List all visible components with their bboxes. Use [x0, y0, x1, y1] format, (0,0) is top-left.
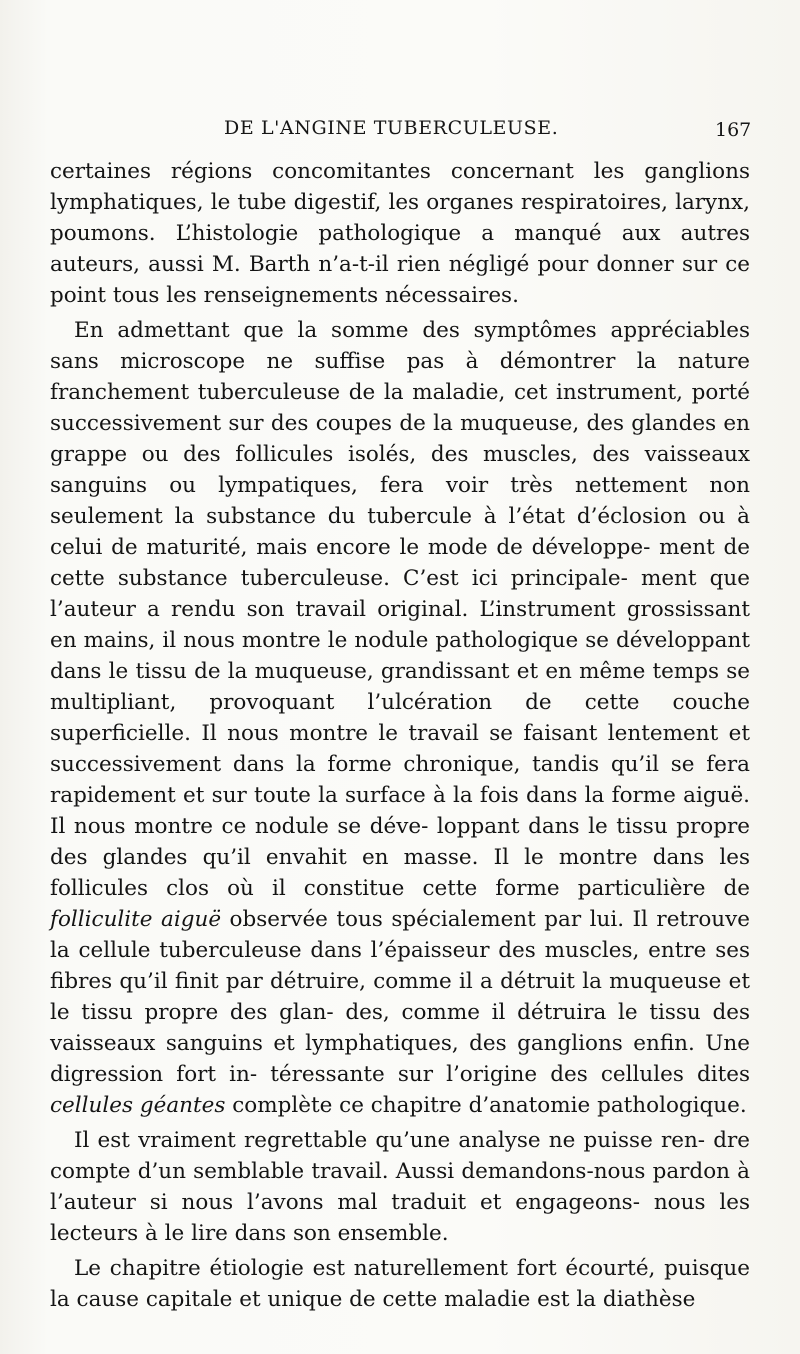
running-title: DE L'ANGINE TUBERCULEUSE. — [224, 117, 559, 139]
paragraph-1-text: certaines régions concomitantes concernant les ganglions lymphatiques, le tube digestif, les organes respiratoires, larynx, poumons. L’histologie pathologique a manqué aux autres auteurs, aussi M. Barth n’a-t-il rien négligé pour donner sur ce point tous les renseignements nécessaires. — [50, 159, 750, 308]
paragraph-3 — [50, 1125, 750, 1249]
paragraph-2 — [50, 315, 750, 1121]
paragraph-4 — [50, 1253, 750, 1315]
body-text — [50, 156, 750, 1315]
paragraph-4-text: Le chapitre étiologie est naturellement fort écourté, puisque la cause capitale et unique de cette maladie est la diathèse — [50, 1256, 750, 1312]
term-cellules-geantes: cellules géantes — [50, 1093, 226, 1118]
running-header — [0, 113, 800, 145]
paragraph-1 — [50, 156, 750, 311]
paragraph-2-text-a: En admettant que la somme des symptômes appréciables sans microscope ne suffise pas à démontrer la nature franchement tuberculeuse de la maladie, cet instrument, porté successivement sur des coupes de la muqueuse, des glandes en grappe ou des follicules isolés, des muscles, des vaisseaux sanguins ou lympatiques, fera voir très nettement non seulement la substance du tubercule à l’état d’éclosion ou à celui de maturité, mais encore le mode de développe- ment de cette substance tuberculeuse. C’est ici principale- ment que l’auteur a rendu son travail original. L’instrument grossissant en mains, il nous montre le nodule pathologique se développant dans le tissu de la muqueuse, grandissant et en même temps se multipliant, provoquant l’ulcération de cette couche superficielle. Il nous montre le travail se faisant lentement et successivement dans la forme chronique, tandis qu’il se fera rapidement et sur toute la surface à la fois dans la forme aiguë. Il nous montre ce nodule se déve- loppant dans le tissu propre des glandes qu’il envahit en masse. Il le montre dans les follicules clos où il constitue cette forme particulière de — [50, 318, 750, 901]
page-number: 167 — [715, 119, 752, 141]
paragraph-2-text-b: observée tous spécialement par lui. Il retrouve la cellule tuberculeuse dans l’épaisseur des muscles, entre ses fibres qu’il finit par détruire, comme il a détruit la muqueuse et le tissu propre des glan- des, comme il détruira le tissu des vaisseaux sanguins et lymphatiques, des ganglions enfin. Une digression fort in- téressante sur l’origine des cellules dites — [50, 907, 750, 1087]
term-folliculite-aigue: folliculite aiguë — [50, 907, 222, 932]
paragraph-2-text-c: complète ce chapitre d’anatomie pathologique. — [225, 1093, 747, 1118]
paragraph-3-text: Il est vraiment regrettable qu’une analyse ne puisse ren- dre compte d’un semblable travail. Aussi demandons-nous pardon à l’auteur si nous l’avons mal traduit et engageons- nous les lecteurs à le lire dans son ensemble. — [50, 1128, 750, 1246]
